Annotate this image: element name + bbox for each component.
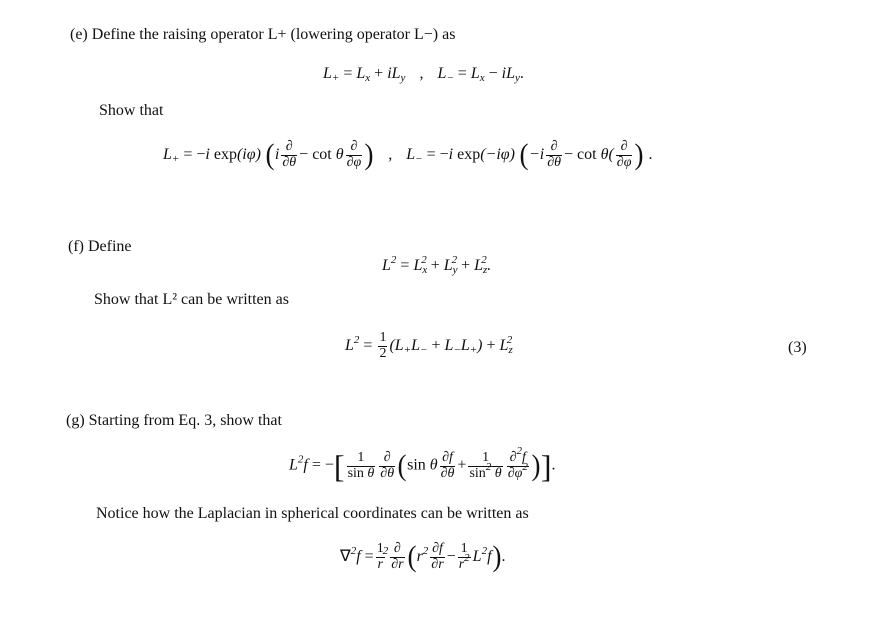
part-e-heading: (e) Define the raising operator L+ (lowering operator L−) as	[70, 26, 456, 43]
equation-l-squared-f-spherical: $L^2f$ = −[ $\frac{1}{\text{sin θ}}$ $\frac{\partial}{\partial\theta}$ (sin θ $\frac{\partial f}{\partial\theta}$ + $\frac{1}{\sin^2 \theta}$ $\frac{\partial^2f}{\partial\varphi^2}$ )].	[289, 444, 556, 484]
part-f-heading: (f) Define	[68, 238, 132, 255]
equation-ladder-operators-spherical: $L_+ = -i$ exp(iφ) (i $\frac{\partial}{\partial\theta}$ − cot θ $\frac{\partial}{\partial\varphi}$ ) , $L_- = -i$ exp(−iφ) (−i $\frac{\partial}{\partial\theta}$ − cot θ( $\frac{\partial}{\partial\varphi}$ ) .	[163, 138, 653, 172]
equation-l-squared-ladder: $L^2$ = $\frac{1}{2}$ $(L_+L_- + L_-L_+) + L_z^2$	[345, 330, 513, 361]
equation-number: (3)	[788, 339, 807, 356]
part-g-heading: (g) Starting from Eq. 3, show that	[66, 412, 282, 429]
notice-text: Notice how the Laplacian in spherical coordinates can be written as	[96, 505, 529, 522]
equation-laplacian-spherical: ∇$^2$f = $\frac{1}{r}$ $^2$ $\frac{\partial}{\partial r}$ ($r^2$ $\frac{\partial f}{\partial r}$ − $\frac{1}{r^2}$ $L^2f$).	[340, 540, 506, 574]
part-e-show-that: Show that	[99, 102, 164, 119]
equation-l-squared-definition: $L^2 = L_x^2 + L_y^2 + L_z^2$.	[382, 254, 491, 276]
equation-ladder-operators-definition: $L_+ = L_x + iL_y$ , $L_- = L_x - iL_y$.	[323, 65, 524, 84]
part-f-show-that: Show that L² can be written as	[94, 291, 289, 308]
